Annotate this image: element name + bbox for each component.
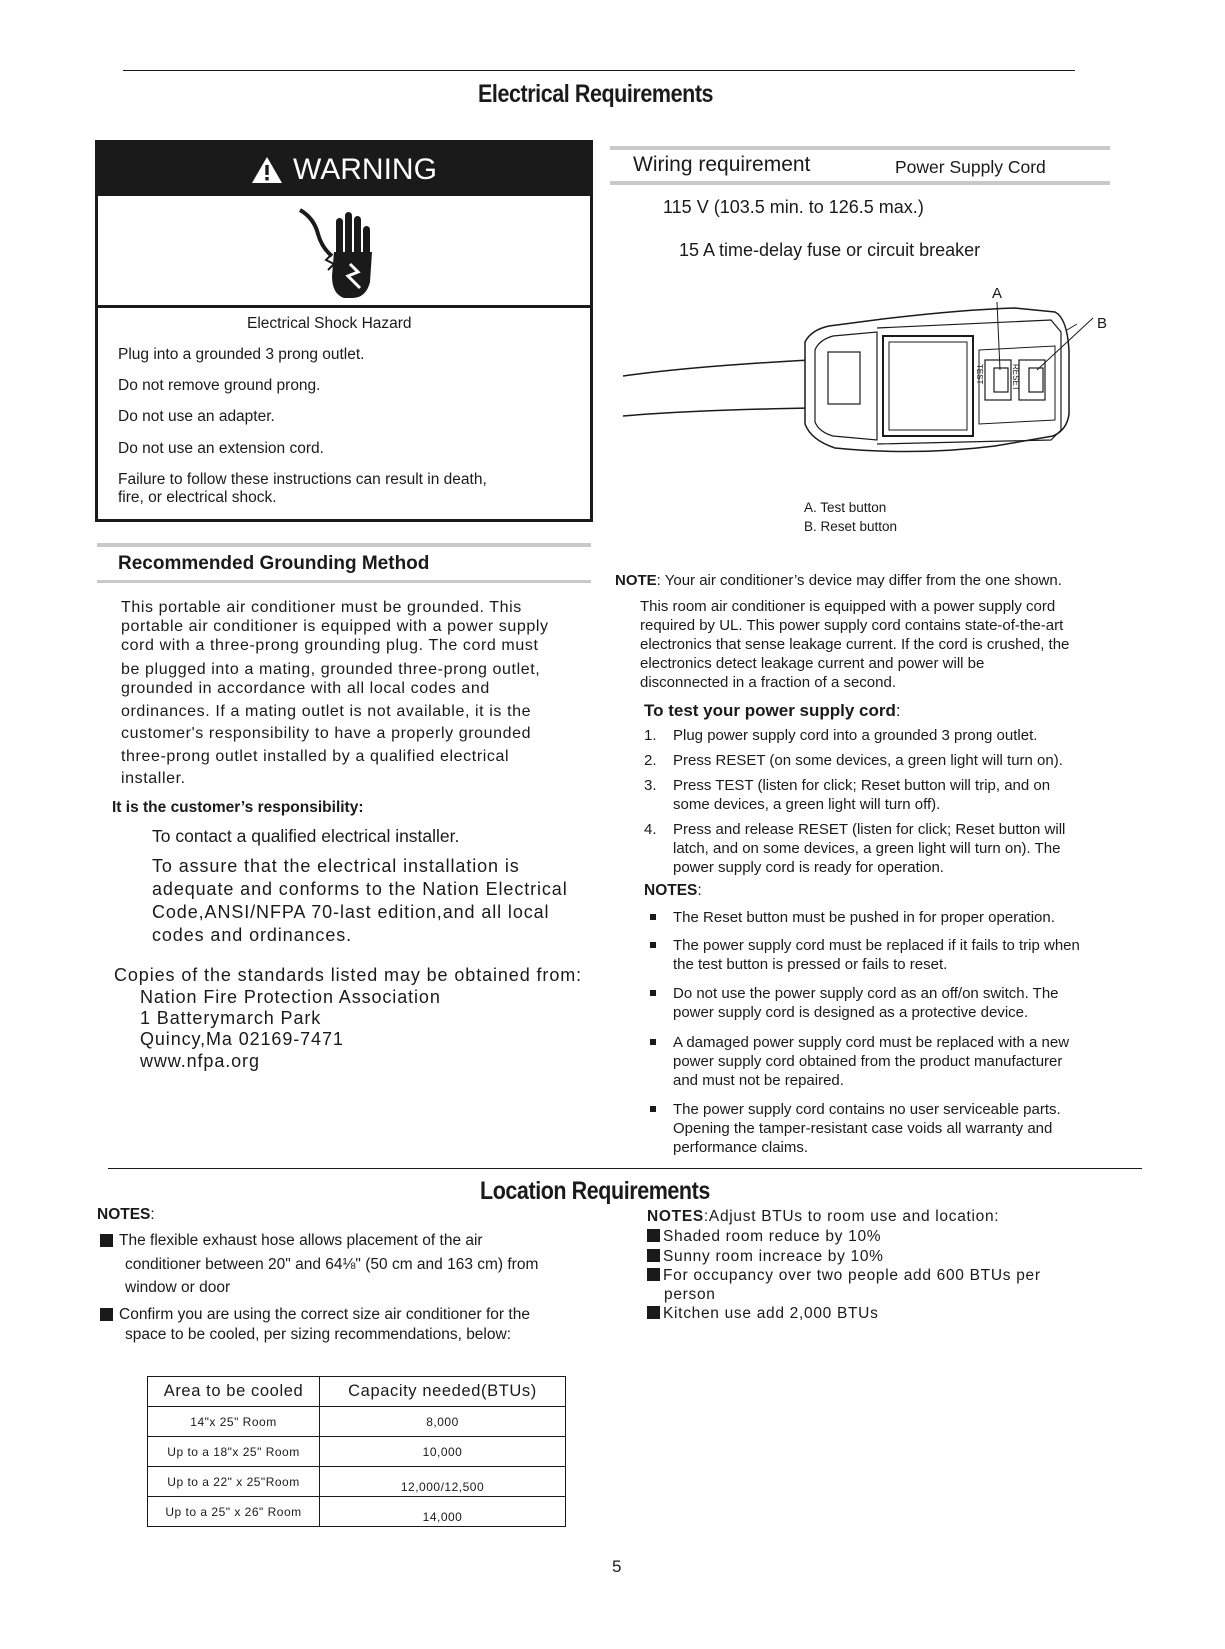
square-bullet [100, 1234, 113, 1247]
warning-header [98, 143, 590, 196]
location-note: space to be cooled, per sizing recommendations, below: [125, 1326, 511, 1343]
table-cell: Up to a 18"x 25" Room [148, 1437, 320, 1467]
square-bullet [647, 1306, 660, 1319]
note-item: power supply cord obtained from the product manufacturer [673, 1053, 1063, 1070]
responsibility-heading: It is the customer’s responsibility: [112, 799, 364, 816]
table-row [148, 1407, 566, 1437]
note-para: electronics that sense leakage current. If the cord is crushed, the [640, 636, 1070, 653]
grounding-heading: Recommended Grounding Method [118, 553, 430, 574]
table-cell: 14"x 25" Room [148, 1407, 320, 1437]
grounding-line: cord with a three-prong grounding plug. The cord must [121, 637, 539, 654]
btu-notes-colon: : [703, 1208, 709, 1225]
btu-item-text: For occupancy over two people add 600 BTUs per [663, 1267, 1041, 1284]
btu-notes-label: NOTES [647, 1208, 704, 1225]
address-line: 1 Batterymarch Park [140, 1008, 322, 1028]
location-notes-heading [97, 1206, 155, 1224]
warning-box [95, 140, 593, 522]
bullet [650, 942, 656, 948]
location-note: window or door [125, 1279, 231, 1296]
note-text: : Your air conditioner’s device may differ from the one shown. [656, 572, 1062, 589]
square-bullet [647, 1268, 660, 1281]
test-heading-text: To test your power supply cord [644, 701, 896, 720]
notes-heading-colon: : [697, 882, 702, 899]
table-header-cell: Capacity needed(BTUs) [320, 1377, 566, 1407]
grounding-bottom-bar [97, 580, 591, 583]
electrical-requirements-title: Electrical Requirements [478, 80, 714, 108]
responsibility-item: To contact a qualified electrical installer. [152, 826, 460, 846]
btu-item-continued: person [664, 1286, 716, 1303]
address-line: Quincy,Ma 02169-7471 [140, 1029, 344, 1049]
wiring-top-bar [610, 146, 1110, 150]
table-cell: 14,000 [320, 1497, 566, 1527]
step-number: 3. [644, 777, 657, 794]
note-item: A damaged power supply cord must be replaced with a new [673, 1034, 1070, 1051]
warning-label: WARNING [293, 152, 437, 186]
grounding-line: grounded in accordance with all local codes and [121, 680, 490, 697]
grounding-line: ordinances. If a mating outlet is not available, it is the [121, 703, 532, 720]
note-para: This room air conditioner is equipped with a power supply cord [640, 598, 1056, 615]
location-note: conditioner between 20" and 64⅛" (50 cm and 163 cm) from [125, 1256, 539, 1273]
btu-item-text: Sunny room increace by 10% [663, 1248, 884, 1265]
grounding-line: portable air conditioner is equipped with a power supply [121, 618, 549, 635]
voltage-spec: 115 V (103.5 min. to 126.5 max.) [663, 197, 924, 217]
location-requirements-title: Location Requirements [480, 1177, 710, 1205]
grounding-line: This portable air conditioner must be grounded. This [121, 599, 522, 616]
table-cell: 8,000 [320, 1407, 566, 1437]
note-item: performance claims. [673, 1139, 809, 1156]
step-text: some devices, a green light will turn off). [673, 796, 941, 813]
sizing-table [147, 1376, 566, 1527]
warning-triangle-icon [251, 156, 283, 184]
bullet [650, 990, 656, 996]
step-text: Press RESET (on some devices, a green light will turn on). [673, 752, 1063, 769]
hazard-title: Electrical Shock Hazard [247, 315, 412, 332]
warning-line: Do not use an extension cord. [118, 440, 324, 457]
notes-heading [644, 882, 702, 900]
grounding-line: customer's responsibility to have a properly grounded [121, 725, 532, 742]
address-line: www.nfpa.org [140, 1051, 260, 1071]
table-header-cell: Area to be cooled [148, 1377, 320, 1407]
btu-item [647, 1267, 1041, 1285]
note-para: electronics detect leakage current and power will be [640, 655, 985, 672]
notes-heading-text: NOTES [644, 882, 698, 899]
responsibility-item: adequate and conforms to the Nation Electrical [152, 879, 568, 899]
note-line [615, 571, 1062, 590]
table-cell: Up to a 22" x 25"Room [148, 1467, 320, 1497]
step-text: power supply cord is ready for operation. [673, 859, 944, 876]
responsibility-item: Code,ANSI/NFPA 70-last edition,and all local [152, 902, 550, 922]
warning-line: Plug into a grounded 3 prong outlet. [118, 346, 365, 363]
location-note: The flexible exhaust hose allows placement of the air [119, 1232, 483, 1249]
bullet [650, 1106, 656, 1112]
power-plug-illustration [615, 290, 1120, 470]
note-para: disconnected in a fraction of a second. [640, 674, 896, 691]
responsibility-item: codes and ordinances. [152, 925, 353, 945]
table-row [148, 1497, 566, 1527]
label-b: B [1097, 315, 1108, 332]
btu-item-text: Kitchen use add 2,000 BTUs [663, 1305, 879, 1322]
fuse-spec: 15 A time-delay fuse or circuit breaker [679, 240, 981, 260]
btu-item [647, 1305, 879, 1323]
location-rule [108, 1168, 1142, 1169]
step-number: 2. [644, 752, 657, 769]
btu-item-text: Shaded room reduce by 10% [663, 1228, 882, 1245]
responsibility-item: To assure that the electrical installation is [152, 856, 520, 876]
location-notes-colon: : [150, 1206, 155, 1223]
caption-b: B. Reset button [804, 519, 898, 534]
grounding-line: installer. [121, 770, 186, 787]
note-item: The Reset button must be pushed in for proper operation. [673, 909, 1055, 926]
table-cell: 12,000/12,500 [320, 1467, 566, 1497]
plug-reset-label: RESET [1011, 364, 1020, 391]
note-item: The power supply cord must be replaced if it fails to trip when [673, 937, 1080, 954]
copies-line: Copies of the standards listed may be obtained from: [114, 965, 583, 985]
location-note: Confirm you are using the correct size air conditioner for the [119, 1306, 530, 1323]
address-line: Nation Fire Protection Association [140, 987, 441, 1007]
step-text: Press and release RESET (listen for click; Reset button will [673, 821, 1066, 838]
btu-notes-intro [647, 1208, 999, 1226]
wiring-heading: Wiring requirement [633, 153, 811, 176]
note-item: Do not use the power supply cord as an off/on switch. The [673, 985, 1059, 1002]
warning-line: Do not remove ground prong. [118, 377, 321, 394]
warning-icon-area [98, 196, 590, 308]
square-bullet [647, 1249, 660, 1262]
location-notes-label: NOTES [97, 1206, 151, 1223]
plug-test-label: TEST [975, 364, 984, 385]
square-bullet [100, 1308, 113, 1321]
cord-heading: Power Supply Cord [895, 157, 1046, 177]
top-rule [123, 70, 1075, 71]
grounding-line: be plugged into a mating, grounded three-prong outlet, [121, 661, 541, 678]
grounding-line: three-prong outlet installed by a qualified electrical [121, 748, 510, 765]
caption-a: A. Test button [804, 500, 887, 515]
note-item: and must not be repaired. [673, 1072, 844, 1089]
note-label: NOTE [615, 572, 657, 589]
step-number: 1. [644, 727, 657, 744]
note-item: the test button is pressed or fails to reset. [673, 956, 948, 973]
btu-notes-text: Adjust BTUs to room use and location: [708, 1208, 1000, 1225]
warning-line: Failure to follow these instructions can result in death, [118, 471, 487, 488]
bullet [650, 914, 656, 920]
grounding-top-bar [97, 543, 591, 547]
table-header-row [148, 1377, 566, 1407]
bullet [650, 1039, 656, 1045]
step-text: latch, and on some devices, a green light will turn on). The [673, 840, 1061, 857]
step-number: 4. [644, 821, 657, 838]
note-item: Opening the tamper-resistant case voids all warranty and [673, 1120, 1053, 1137]
table-row [148, 1467, 566, 1497]
table-row [148, 1437, 566, 1467]
warning-line: Do not use an adapter. [118, 408, 275, 425]
btu-item [647, 1228, 881, 1246]
note-item: The power supply cord contains no user serviceable parts. [673, 1101, 1061, 1118]
note-para: required by UL. This power supply cord contains state-of-the-art [640, 617, 1064, 634]
square-bullet [647, 1229, 660, 1242]
warning-line: fire, or electrical shock. [118, 489, 277, 506]
label-a: A [992, 285, 1003, 302]
note-item: power supply cord is designed as a protective device. [673, 1004, 1029, 1021]
table-cell: 10,000 [320, 1437, 566, 1467]
btu-item [647, 1248, 884, 1266]
table-cell: Up to a 25" x 26" Room [148, 1497, 320, 1527]
step-text: Press TEST (listen for click; Reset button will trip, and on [673, 777, 1051, 794]
test-heading-colon: : [895, 701, 901, 720]
electric-shock-hand-icon [296, 204, 376, 304]
wiring-bottom-bar [610, 181, 1110, 185]
test-heading [644, 701, 901, 721]
page-number: 5 [612, 1557, 622, 1576]
step-text: Plug power supply cord into a grounded 3 prong outlet. [673, 727, 1038, 744]
